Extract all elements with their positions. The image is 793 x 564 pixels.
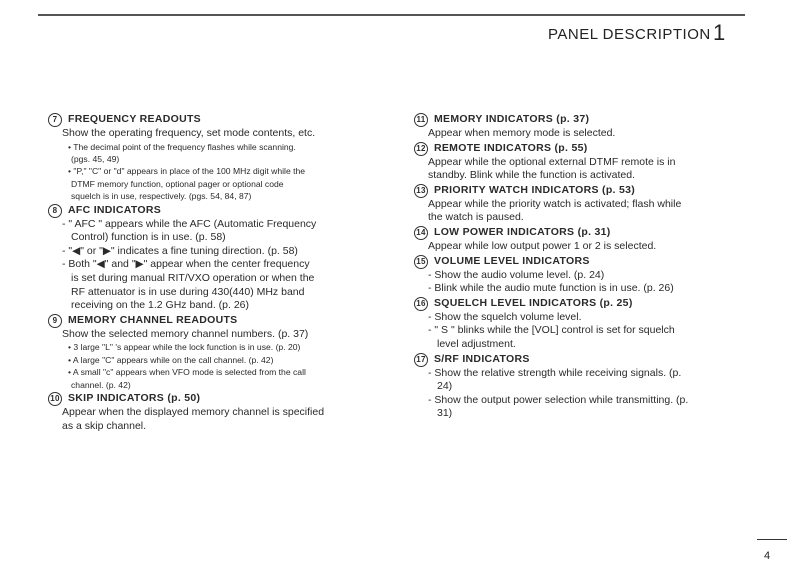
bullet-item bbox=[414, 282, 754, 296]
section-heading: PRIORITY WATCH INDICATORS (p. 53) bbox=[434, 183, 636, 196]
chapter-number: 1 bbox=[713, 20, 726, 45]
section-heading: REMOTE INDICATORS (p. 55) bbox=[434, 141, 588, 154]
note: DTMF memory function, optional pager or optional code bbox=[71, 178, 284, 189]
section-number: 11 bbox=[414, 113, 428, 127]
note: channel. (p. 42) bbox=[71, 379, 131, 390]
section-heading: AFC INDICATORS bbox=[68, 203, 162, 216]
bullet-text: - Both "◀" and "▶" appear when the center frequency bbox=[62, 258, 310, 271]
section-body: Show the selected memory channel numbers. (p. 37) bbox=[62, 327, 309, 340]
note: • A small "c" appears when VFO mode is selected from the call bbox=[68, 367, 306, 378]
bullet-text: 24) bbox=[437, 380, 453, 393]
bullet-text: - Show the relative strength while receiving signals. (p. bbox=[428, 366, 682, 379]
section-number: 13 bbox=[414, 184, 428, 198]
section-heading: VOLUME LEVEL INDICATORS bbox=[434, 254, 590, 267]
section-heading: MEMORY INDICATORS (p. 37) bbox=[434, 113, 590, 126]
note: squelch is in use, respectively. (pgs. 54, 84, 87) bbox=[71, 191, 252, 202]
page-number-rule bbox=[757, 539, 787, 540]
section-number: 16 bbox=[414, 297, 428, 311]
section-number: 12 bbox=[414, 142, 428, 156]
section-body: Appear when the displayed memory channel is specified bbox=[62, 406, 325, 418]
bullet-text: 31) bbox=[437, 407, 453, 420]
bullet-item bbox=[414, 367, 754, 394]
section-body: Appear while the priority watch is activated; flash while bbox=[428, 197, 682, 210]
section-title bbox=[414, 113, 754, 127]
section-title bbox=[414, 184, 754, 198]
section-title bbox=[414, 255, 754, 269]
note: • 3 large "L" 's appear while the lock function is in use. (p. 20) bbox=[68, 342, 301, 353]
page-title: PANEL DESCRIPTION bbox=[548, 26, 711, 43]
section-title bbox=[48, 113, 378, 127]
section-body: Show the operating frequency, set mode contents, etc. bbox=[62, 127, 316, 139]
section-title bbox=[414, 297, 754, 311]
bullet-item bbox=[414, 324, 754, 351]
section-title bbox=[414, 226, 754, 240]
right-column bbox=[414, 112, 754, 421]
bullet-text: - "◀" or "▶" indicates a fine tuning direction. (p. 58) bbox=[62, 244, 298, 257]
section-number: 14 bbox=[414, 226, 428, 240]
section-number: 8 bbox=[48, 204, 62, 218]
bullet-text: - Show the audio volume level. (p. 24) bbox=[428, 268, 605, 281]
section-body: Appear while low output power 1 or 2 is selected. bbox=[428, 239, 657, 252]
bullet-text: - Show the output power selection while transmitting. (p. bbox=[428, 393, 689, 406]
bullet-text: receiving on the 1.2 GHz band. (p. 26) bbox=[71, 299, 250, 312]
left-column bbox=[48, 112, 378, 433]
section-heading: SKIP INDICATORS (p. 50) bbox=[68, 392, 201, 405]
header-rule bbox=[38, 14, 745, 16]
bullet-item bbox=[414, 269, 754, 283]
section-heading: S/RF INDICATORS bbox=[434, 352, 530, 365]
section-number: 9 bbox=[48, 314, 62, 328]
section-number: 17 bbox=[414, 353, 428, 367]
bullet-item bbox=[414, 394, 754, 421]
section-body: standby. Blink while the function is activated. bbox=[428, 169, 636, 182]
section-number: 10 bbox=[48, 392, 62, 406]
bullet-text: RF attenuator is in use during 430(440) MHz band bbox=[71, 285, 305, 298]
bullet-text: - Show the squelch volume level. bbox=[428, 310, 582, 323]
section-body: Appear when memory mode is selected. bbox=[428, 127, 616, 139]
section-number: 7 bbox=[48, 113, 62, 127]
bullet-item bbox=[48, 218, 378, 245]
section-title bbox=[48, 314, 378, 328]
section-heading: FREQUENCY READOUTS bbox=[68, 113, 201, 126]
note: (pgs. 45, 49) bbox=[71, 154, 120, 164]
bullet-text: - " AFC " appears while the AFC (Automatic Frequency bbox=[62, 217, 317, 230]
note: • "P," "C" or "d" appears in place of the 100 MHz digit while the bbox=[68, 166, 306, 177]
bullet-text: level adjustment. bbox=[437, 337, 516, 350]
bullet-item bbox=[414, 311, 754, 325]
section-title bbox=[414, 142, 754, 156]
section-title bbox=[48, 204, 378, 218]
bullet-text: is set during manual RIT/VXO operation or when the bbox=[71, 272, 315, 284]
section-heading: SQUELCH LEVEL INDICATORS (p. 25) bbox=[434, 296, 633, 309]
bullet-text: Control) function is in use. (p. 58) bbox=[71, 231, 226, 244]
section-title bbox=[414, 353, 754, 367]
bullet-text: - " S " blinks while the [VOL] control is set for squelch bbox=[428, 324, 675, 337]
section-body: the watch is paused. bbox=[428, 211, 524, 224]
section-heading: LOW POWER INDICATORS (p. 31) bbox=[434, 226, 611, 239]
bullet-item bbox=[48, 245, 378, 259]
bullet-text: - Blink while the audio mute function is in use. (p. 26) bbox=[428, 282, 674, 295]
page-number: 4 bbox=[764, 550, 771, 562]
section-body: Appear while the optional external DTMF remote is in bbox=[428, 155, 676, 168]
note: • The decimal point of the frequency flashes while scanning. bbox=[68, 141, 296, 152]
note: • A large "C" appears while on the call channel. (p. 42) bbox=[68, 354, 274, 365]
section-body: as a skip channel. bbox=[62, 419, 147, 432]
section-number: 15 bbox=[414, 255, 428, 269]
section-title bbox=[48, 392, 378, 406]
section-heading: MEMORY CHANNEL READOUTS bbox=[68, 313, 238, 326]
bullet-item bbox=[48, 258, 378, 312]
